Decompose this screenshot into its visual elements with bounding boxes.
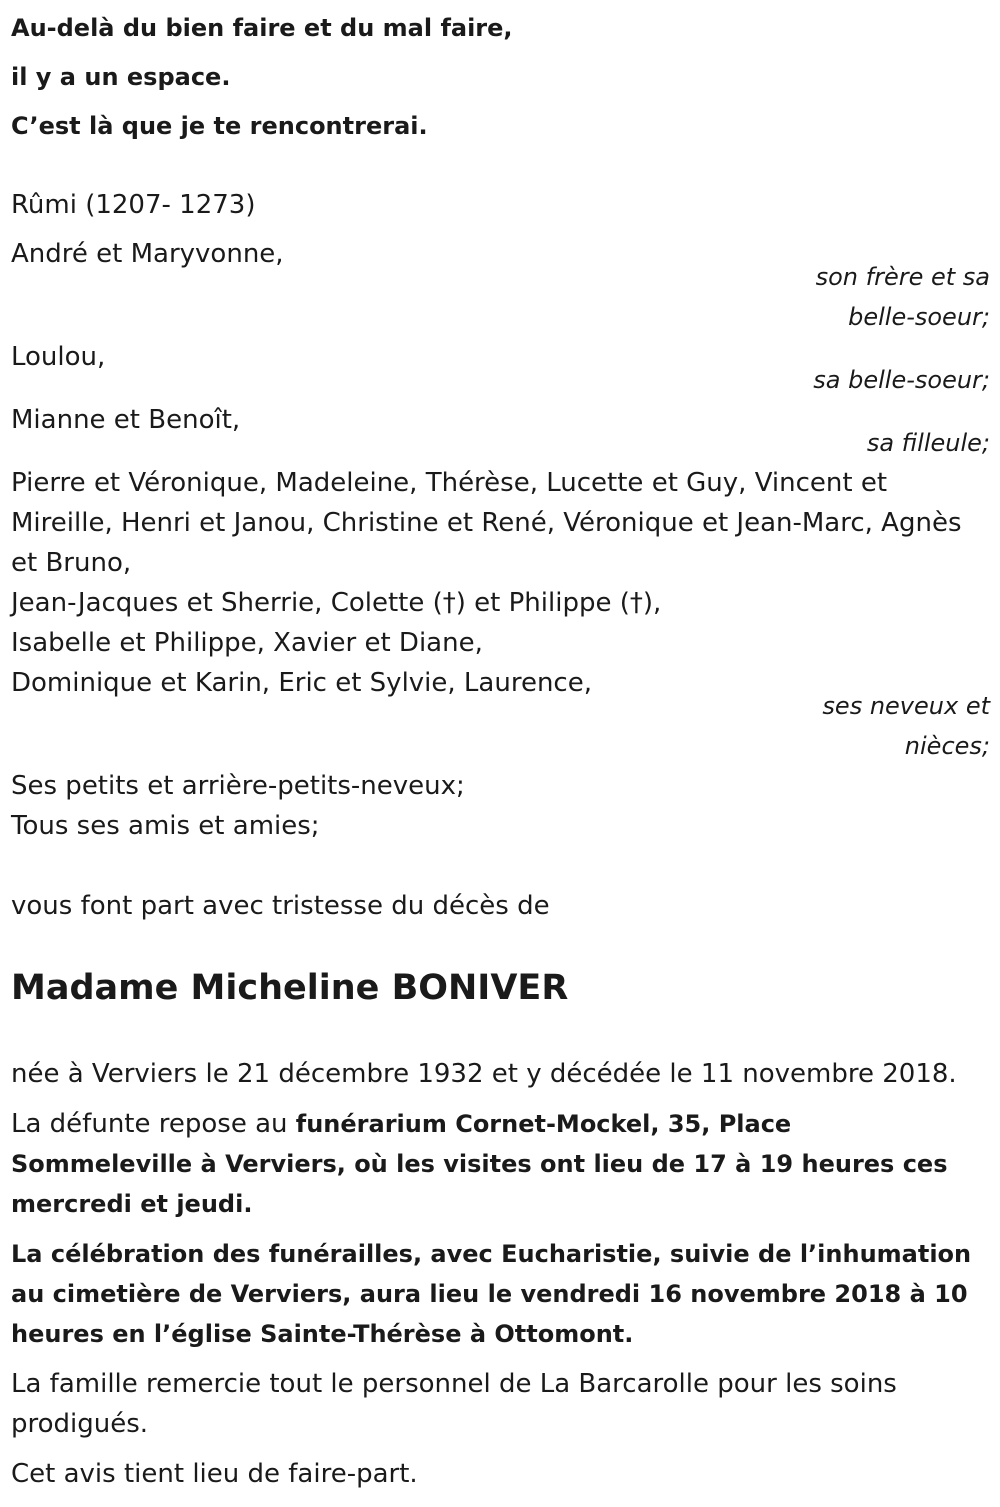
family-names-line: Mianne et Benoît, <box>11 405 241 435</box>
visitation-paragraph <box>11 1104 992 1224</box>
quote-line: il y a un espace. <box>11 63 231 91</box>
family-group <box>11 463 992 766</box>
thanks-line: La famille remercie tout le personnel de La Barcarolle pour les soins <box>11 1369 897 1399</box>
quote-block <box>11 8 992 146</box>
thanks-line: prodigués. <box>11 1409 149 1439</box>
quote-author: Rûmi (1207- 1273) <box>11 190 256 220</box>
family-names-line: Loulou, <box>11 342 106 372</box>
announcement: vous font part avec tristesse du décès de <box>11 891 550 921</box>
family-names-line: Dominique et Karin, Eric et Sylvie, Laurence, <box>11 668 592 698</box>
family-names-line: et Bruno, <box>11 548 132 578</box>
funeral-paragraph <box>11 1234 992 1354</box>
family-relation-line: sa belle-soeur; <box>813 366 990 394</box>
family-relation <box>11 360 990 400</box>
quote-line: C’est là que je te rencontrerai. <box>11 112 428 140</box>
deceased-name: Madame Micheline BONIVER <box>11 968 569 1008</box>
family-relation-line: sa filleule; <box>866 429 990 457</box>
other-mourners-line: Tous ses amis et amies; <box>11 811 320 841</box>
visitation-detail: funérarium Cornet-Mockel, 35, Place <box>295 1110 792 1138</box>
thanks-paragraph <box>11 1364 992 1444</box>
family-group <box>11 234 992 337</box>
visitation-line <box>11 1104 992 1144</box>
family-relation-line: belle-soeur; <box>848 303 990 331</box>
closing-paragraph <box>11 1454 992 1494</box>
family-relation-line: ses neveux et <box>822 692 990 720</box>
visitation-detail: Sommeleville à Verviers, où les visites ont lieu de 17 à 19 heures ces <box>11 1150 948 1178</box>
visitation-intro: La défunte repose au <box>11 1109 288 1139</box>
other-mourners <box>11 766 992 846</box>
visitation-detail: mercredi et jeudi. <box>11 1190 253 1218</box>
family-relation-line: nièces; <box>904 732 990 760</box>
other-mourners-line: Ses petits et arrière-petits-neveux; <box>11 771 465 801</box>
quote-line: Au-delà du bien faire et du mal faire, <box>11 14 513 42</box>
funeral-line: au cimetière de Verviers, aura lieu le vendredi 16 novembre 2018 à 10 <box>11 1280 968 1308</box>
family-names-line: Isabelle et Philippe, Xavier et Diane, <box>11 628 483 658</box>
family-names-line: Mireille, Henri et Janou, Christine et René, Véronique et Jean-Marc, Agnès <box>11 508 962 538</box>
family-group <box>11 337 992 400</box>
funeral-line: heures en l’église Sainte-Thérèse à Ottomont. <box>11 1320 634 1348</box>
family-names-line: André et Maryvonne, <box>11 239 284 269</box>
family-group <box>11 400 992 463</box>
closing-line: Cet avis tient lieu de faire-part. <box>11 1459 418 1489</box>
birth-death-dates: née à Verviers le 21 décembre 1932 et y décédée le 11 novembre 2018. <box>11 1059 957 1089</box>
family-relation-line: son frère et sa <box>815 263 990 291</box>
funeral-line: La célébration des funérailles, avec Eucharistie, suivie de l’inhumation <box>11 1240 972 1268</box>
family-names-line: Pierre et Véronique, Madeleine, Thérèse, Lucette et Guy, Vincent et <box>11 468 888 498</box>
family-names-line: Jean-Jacques et Sherrie, Colette (†) et Philippe (†), <box>11 588 662 618</box>
